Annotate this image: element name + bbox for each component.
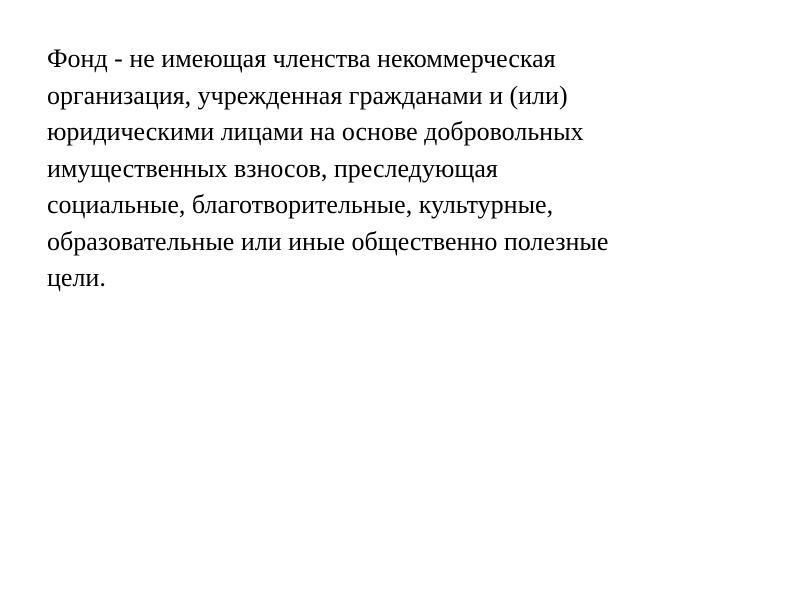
text-line: Фонд - не имеющая членства некоммерческая: [47, 44, 556, 73]
definition-text: [47, 41, 747, 297]
text-line: образовательные или иные общественно полезные: [47, 226, 609, 256]
text-line: имущественных взносов, преследующая: [47, 153, 498, 183]
text-line: организация, учрежденная гражданами и (или): [47, 80, 568, 110]
text-line: юридическими лицами на основе добровольных: [47, 117, 584, 146]
text-line: цели.: [47, 263, 106, 292]
text-line: социальные, благотворительные, культурные,: [47, 190, 554, 219]
